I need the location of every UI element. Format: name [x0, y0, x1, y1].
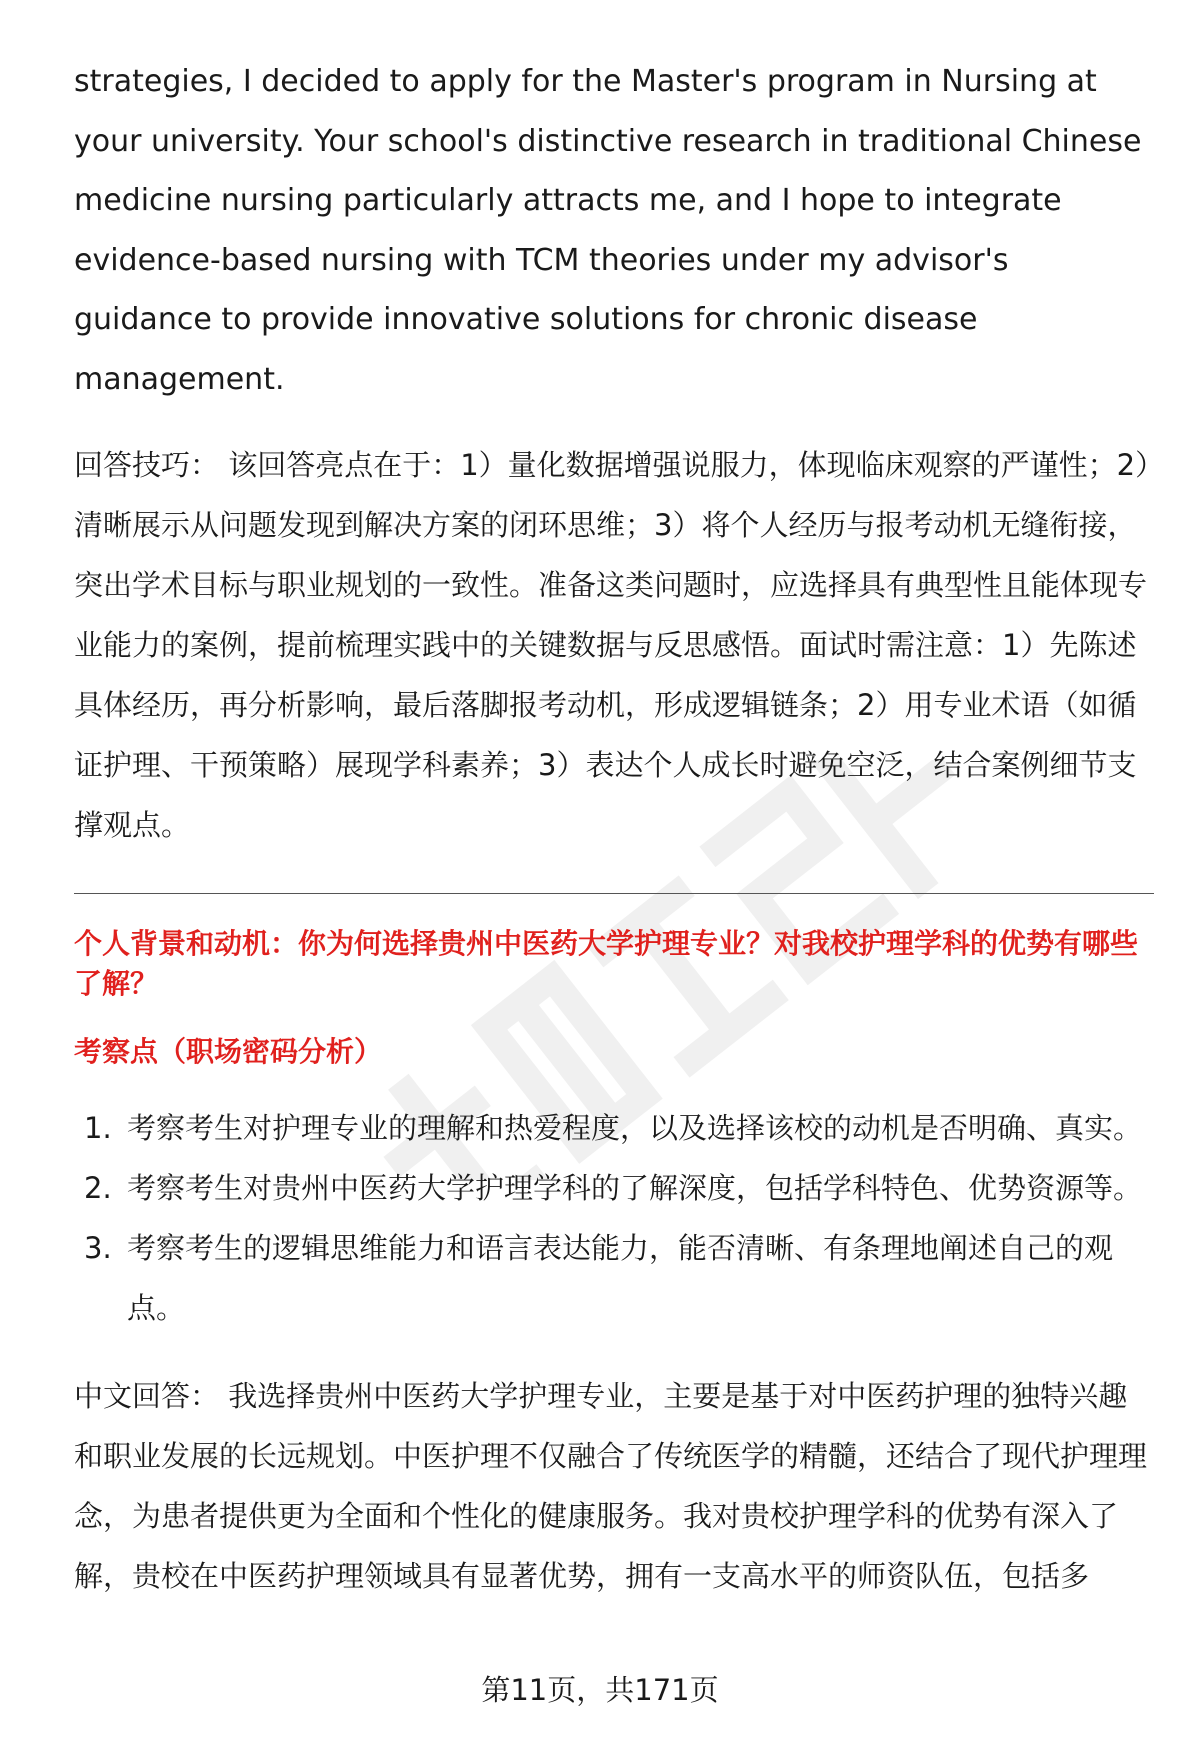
list-item-text: 考察考生对贵州中医药大学护理学科的了解深度，包括学科特色、优势资源等。: [127, 1171, 1143, 1205]
list-item: [74, 1098, 1154, 1158]
list-item-number: 1.: [84, 1111, 112, 1145]
list-item: [74, 1218, 1154, 1338]
list-item-text: 考察考生对护理专业的理解和热爱程度，以及选择该校的动机是否明确、真实。: [127, 1111, 1143, 1145]
list-item-number: 2.: [84, 1171, 112, 1205]
tips-paragraph: 回答技巧： 该回答亮点在于：1）量化数据增强说服力，体现临床观察的严谨性；2）清晰展示从问题发现到解决方案的闭环思维；3）将个人经历与报考动机无缝衔接，突出学术目标与职业规划的一致性。准备这类问题时，应选择具有典型性且能体现专业能力的案例，提前梳理实践中的关键数据与反思感悟。面试时需注意：1）先陈述具体经历，再分析影响，最后落脚报考动机，形成逻辑链条；2）用专业术语（如循证护理、干预策略）展现学科素养；3）表达个人成长时避免空泛，结合案例细节支撑观点。: [74, 448, 1150, 842]
intro-paragraph: strategies, I decided to apply for the Master's program in Nursing at your university. Your school's distinctive research in traditional Chinese medicine nursing particularly attracts me, and I hope to integrate evidence-based nursing with TCM theories under my advisor's guidance to provide innovative solutions for chronic disease management.: [74, 64, 1142, 397]
answer-paragraph: 中文回答： 我选择贵州中医药大学护理专业，主要是基于对中医药护理的独特兴趣和职业发展的长远规划。中医护理不仅融合了传统医学的精髓，还结合了现代护理理念，为患者提供更为全面和个性化的健康服务。我对贵校护理学科的优势有深入了解，贵校在中医药护理领域具有显著优势，拥有一支高水平的师资队伍，包括多: [74, 1379, 1148, 1593]
page-footer: 第11页，共171页: [481, 1673, 719, 1707]
question-heading: 个人背景和动机：你为何选择贵州中医药大学护理专业？对我校护理学科的优势有哪些了解？: [74, 927, 1139, 1000]
list-item-number: 3.: [84, 1231, 112, 1265]
section-divider: [74, 893, 1154, 894]
document-page: [74, 52, 1154, 1606]
assessment-list: [74, 1098, 1154, 1338]
list-item: [74, 1158, 1154, 1218]
list-item-text: 考察考生的逻辑思维能力和语言表达能力，能否清晰、有条理地阐述自己的观点。: [127, 1231, 1114, 1325]
assessment-heading: 考察点（职场密码分析）: [74, 1035, 383, 1068]
